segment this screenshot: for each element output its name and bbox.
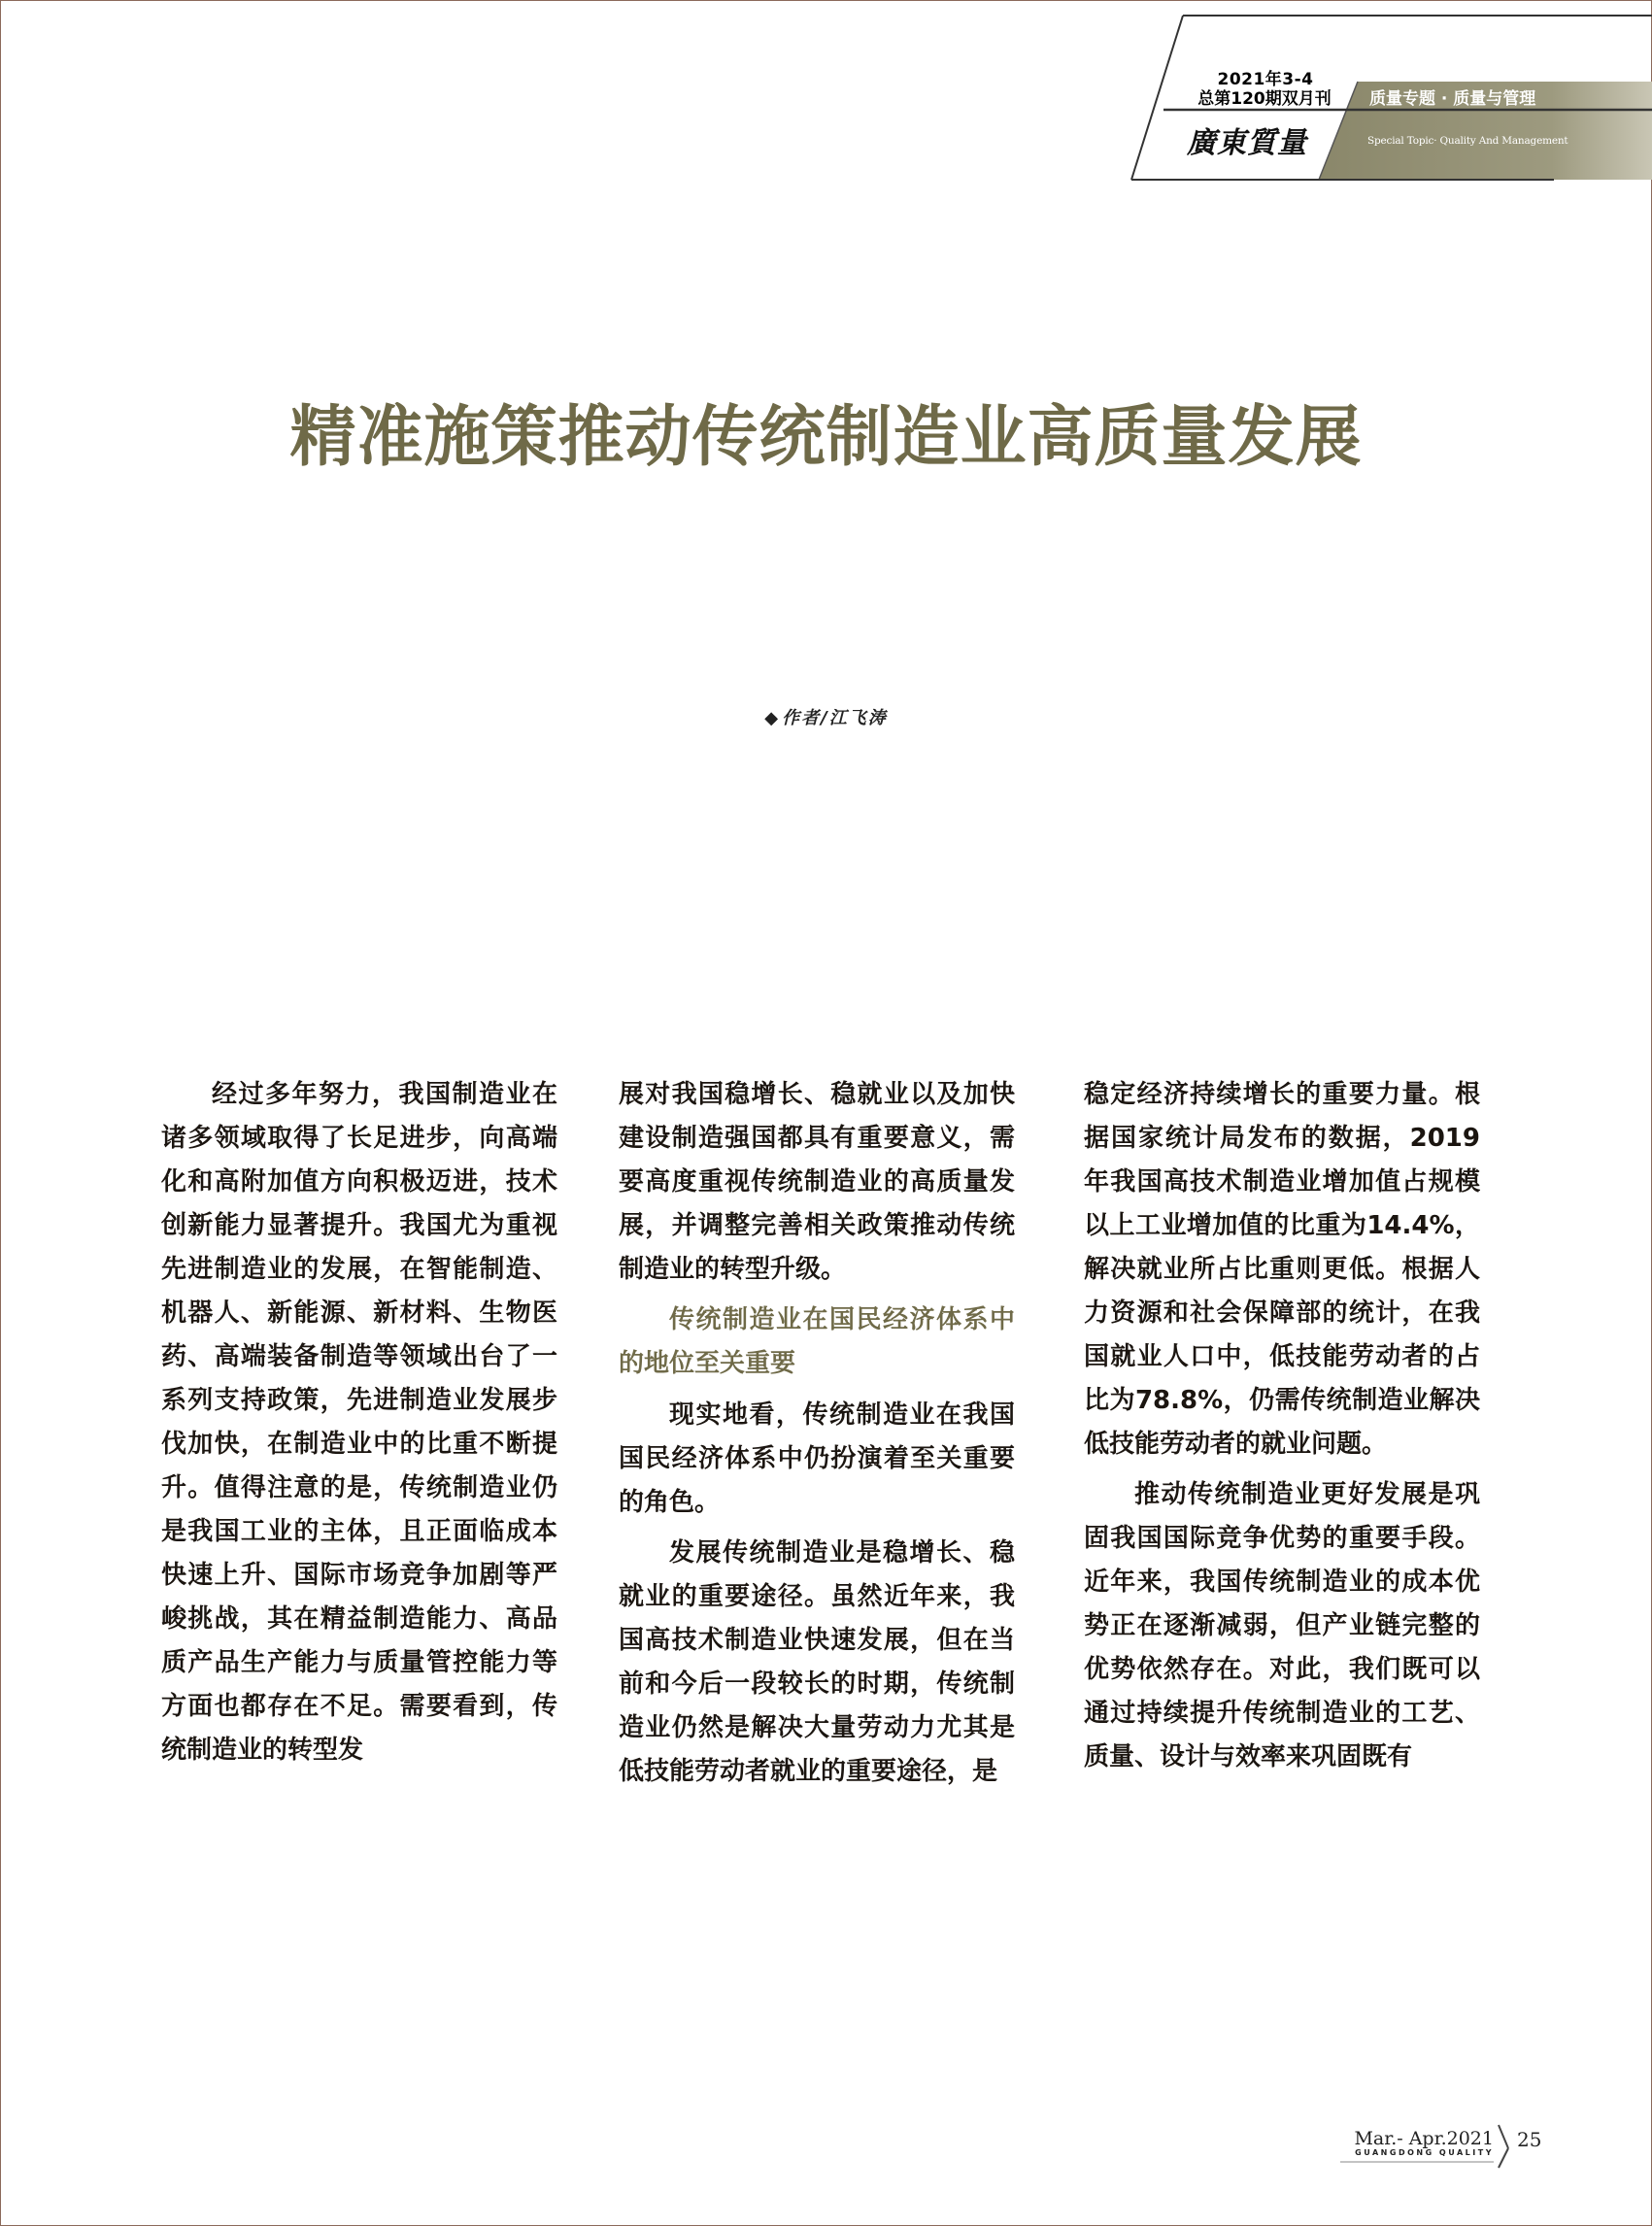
paragraph: 发展传统制造业是稳增长、稳就业的重要途径。虽然近年来，我国高技术制造业快速发展，但在当前和今后一段较长的时期，传统制造业仍然是解决大量劳动力尤其是低技能劳动者就业的重要途径，是: [619, 1538, 1015, 1786]
text-column-2: [619, 1073, 1015, 1801]
paragraph: 稳定经济持续增长的重要力量。根据国家统计局发布的数据，2019年我国高技术制造业增加值占规模以上工业增加值的比重为14.4%，解决就业所占比重则更低。根据人力资源和社会保障部的统计，在我国就业人口中，低技能劳动者的占比为78.8%，仍需传统制造业解决低技能劳动者的就业问题。: [1084, 1080, 1480, 1459]
section-label: 质量专题 · 质量与管理: [1369, 89, 1536, 109]
paragraph: 经过多年努力，我国制造业在诸多领域取得了长足进步，向高端化和高附加值方向积极迈进，技术创新能力显著提升。我国尤为重视先进制造业的发展，在智能制造、机器人、新能源、新材料、生物医药、高端装备制造等领域出台了一系列支持政策，先进制造业发展步伐加快，在制造业中的比重不断提升。值得注意的是，传统制造业仍是我国工业的主体，且正面临成本快速上升、国际市场竞争加剧等严峻挑战，其在精益制造能力、高品质产品生产能力与质量管控能力等方面也都存在不足。需要看到，传统制造业的转型发: [161, 1080, 557, 1765]
paragraph: 现实地看，传统制造业在我国国民经济体系中仍扮演着至关重要的角色。: [619, 1400, 1015, 1517]
text-column-3: [1084, 1073, 1480, 1786]
issue-date: 2021年3-4: [1217, 70, 1314, 89]
footer-date: Mar.- Apr.2021: [1354, 2128, 1494, 2149]
diamond-icon: ◆: [764, 708, 781, 728]
page-header: [0, 0, 1652, 185]
footer-brand: GUANGDONG QUALITY: [1355, 2148, 1494, 2157]
page-number: 25: [1517, 2128, 1542, 2151]
paragraph: 展对我国稳增长、稳就业以及加快建设制造强国都具有重要意义，需要高度重视传统制造业的高质量发展，并调整完善相关政策推动传统制造业的转型升级。: [619, 1080, 1015, 1284]
author-name: 作者/江飞涛: [782, 708, 888, 728]
magazine-logo: 廣東質量: [1187, 126, 1307, 160]
paragraph: 推动传统制造业更好发展是巩固我国国际竞争优势的重要手段。近年来，我国传统制造业的成本优势正在逐渐减弱，但产业链完整的优势依然存在。对此，我们既可以通过持续提升传统制造业的工艺、质量、设计与效率来巩固既有: [1084, 1480, 1480, 1771]
article-title: 精准施策推动传统制造业高质量发展: [289, 398, 1363, 476]
article-author: [0, 704, 1652, 729]
section-subtitle: Special Topic· Quality And Management: [1367, 135, 1568, 147]
issue-number: 总第120期双月刊: [1197, 89, 1332, 109]
text-column-1: [161, 1073, 557, 1779]
section-heading: 传统制造业在国民经济体系中的地位至关重要: [619, 1305, 1015, 1378]
